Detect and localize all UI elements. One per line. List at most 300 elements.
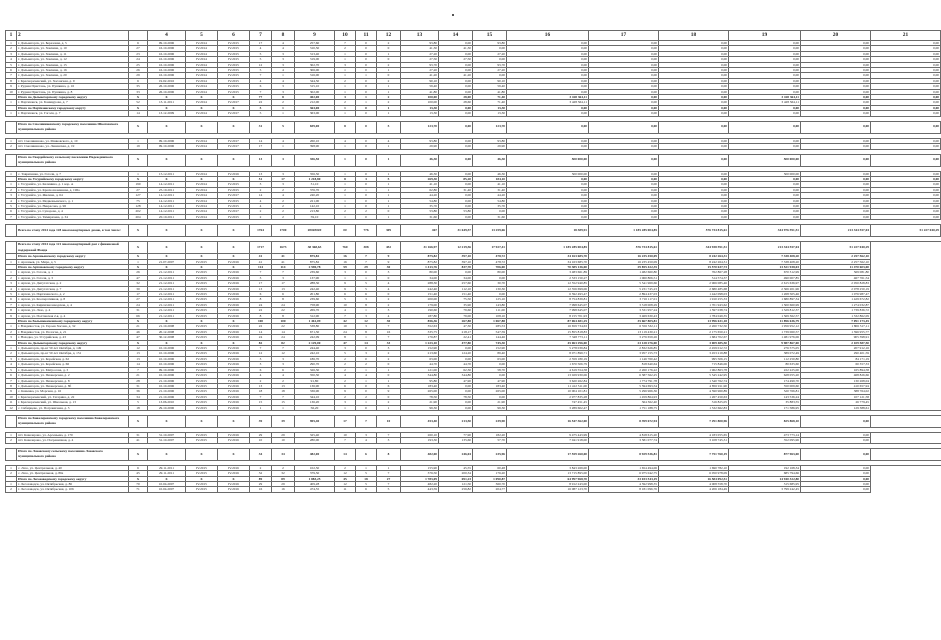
value-cell: 14.12.2011 [148,182,186,187]
value-cell: 0,00 [439,111,473,116]
value-cell: 0,00 [507,144,589,149]
value-cell: X [218,105,250,110]
value-cell: 905,40 [295,415,335,427]
value-cell: 1 910 255,33 [659,297,729,302]
value-cell: 1 [6,41,17,46]
value-cell: 239,90 [473,415,507,427]
value-cell: 2 [6,275,17,280]
value-cell: 2 [6,46,17,51]
value-cell: 21 [129,373,148,378]
value-cell: IV.2016 [218,438,250,443]
value-cell: 397,10 [439,254,473,259]
value-cell: 107 121,58 [801,394,871,399]
value-cell: X [218,225,250,237]
value-cell: 70 385 136,00 [507,264,589,269]
address-cell: Всего по этапу 2014 года 128 многоквартирных домов, в том числе: [17,225,129,237]
column-header: 10 [335,31,356,41]
value-cell: 78,50 [401,394,439,399]
value-cell: 5 [335,297,356,302]
value-cell: IV.2014 [186,193,218,198]
value-cell: 3 957 155,73 [589,351,659,356]
value-cell: IV.2015 [186,362,218,367]
value-cell: 2 [335,100,356,105]
value-cell: 2 [6,438,17,443]
value-cell: 1 [377,171,401,176]
value-cell: 12 [272,351,295,356]
value-cell: 136,20 [295,400,335,405]
value-cell: X [148,225,186,237]
value-cell: 0,00 [871,68,941,73]
value-cell: 0,00 [871,144,941,149]
value-cell: 0,00 [801,481,871,486]
value-cell: 31 [129,432,148,437]
value-cell: 0,00 [507,41,589,46]
value-cell: 0,00 [439,203,473,208]
value-cell: 13 [129,356,148,361]
value-cell: 1 684 702,67 [659,335,729,340]
value-cell: 6 [129,465,148,470]
value-cell: 1 [335,154,356,166]
value-cell: 11 [335,487,356,492]
value-cell: 45,55 [439,465,473,470]
value-cell [6,121,17,133]
value-cell: 10.04.2007 [148,481,186,486]
value-cell: 201,80 [295,292,335,297]
value-cell: 207 912,16 [801,346,871,351]
value-cell: 200,00 [401,297,439,302]
value-cell: 77,90 [439,432,473,437]
value-cell: 363,00 [295,105,335,110]
value-cell: 12 [356,319,377,324]
value-cell: 747 451,45 [507,400,589,405]
value-cell: X [148,319,186,324]
value-cell: 6 [250,84,272,89]
value-cell: 25.10.2011 [148,187,186,192]
value-cell: 0,00 [871,46,941,51]
value-cell: IV.2015 [186,292,218,297]
value-cell: 18 389,91 [507,225,589,237]
value-cell: 0,00 [507,209,589,214]
value-cell: X [129,264,148,269]
value-cell: 27 [129,297,148,302]
value-cell: 13 [250,286,272,291]
value-cell: 10 [272,438,295,443]
value-cell: 453,40 [401,415,439,427]
value-cell: X [129,121,148,133]
value-cell: 09.10.2006 [148,144,186,149]
value-cell: 2 [377,351,401,356]
value-cell: 0,00 [507,138,589,143]
value-cell: 44,20 [473,193,507,198]
value-cell: 26.10.2006 [148,89,186,94]
value-cell: X [218,242,250,254]
value-cell: IV.2014 [186,214,218,219]
column-header: 14 [439,31,473,41]
value-cell: 3 716 117,01 [589,297,659,302]
value-cell: 6 [335,383,356,388]
value-cell: 29,90 [473,144,507,149]
value-cell: 0,00 [729,203,801,208]
value-cell: 0,00 [659,95,729,100]
value-cell: 121,00 [401,367,439,372]
value-cell: IV.2015 [218,73,250,78]
value-cell: X [129,176,148,181]
value-cell: IV.2015 [186,481,218,486]
value-cell: 16 584 092,51 [659,476,729,481]
value-cell: 0 [356,105,377,110]
value-cell: 24 [250,302,272,307]
value-cell: 44,70 [401,362,439,367]
value-cell: 1 [6,432,17,437]
value-cell: 130,30 [473,286,507,291]
address-cell: Итого по Лесозаводскому городскому округу [17,476,129,481]
value-cell: X [186,242,218,254]
value-cell: 27,20 [401,51,439,56]
value-cell: 2 257 562,10 [801,259,871,264]
value-cell: IV.2015 [218,78,250,83]
value-cell: 7 [250,270,272,275]
value-cell: 1 185 285 004,85 [507,242,589,254]
value-cell: 0,00 [507,111,589,116]
value-cell: 1 [356,95,377,100]
value-cell: 2 [377,356,401,361]
value-cell: 0,00 [659,111,729,116]
value-cell: 57,70 [473,438,507,443]
value-cell: 474,55 [295,487,335,492]
value-cell: 1 060 806,51 [589,275,659,280]
value-cell: 16 547 362,00 [507,415,589,427]
value-cell: 0,00 [659,73,729,78]
value-cell: 20.12.2008 [148,329,186,334]
value-cell: 6 [356,292,377,297]
value-cell: IV.2015 [186,329,218,334]
value-cell: 0,00 [659,187,729,192]
value-cell: 6 387 562,25 [589,373,659,378]
value-cell: 63,00 [473,356,507,361]
value-cell: 213 344 557,04 [729,242,801,254]
value-cell: 344 938 591,51 [659,242,729,254]
value-cell: 2 [6,351,17,356]
value-cell: 8 [272,95,295,100]
value-cell: 22 [272,308,295,313]
value-cell: 15 855 818,83 [507,329,589,334]
value-cell: 13,30 [473,111,507,116]
value-cell: 1 [356,73,377,78]
value-cell: 0,00 [507,105,589,110]
value-cell: 10.10.2006 [148,362,186,367]
value-cell: 308 [356,242,377,254]
value-cell: 7 [250,394,272,399]
value-cell: 152,90 [401,346,439,351]
value-cell: 825 868,10 [729,415,801,427]
value-cell: 0,00 [801,415,871,427]
value-cell: 0,00 [439,138,473,143]
value-cell: 1 [272,73,295,78]
column-header: 11 [356,31,377,41]
address-cell: Всего по этапу 2014 года 121 многоквартирный дом с финансовой поддержкой Фонда [17,242,129,254]
value-cell: 0,00 [659,138,729,143]
value-cell: IV.2015 [186,487,218,492]
value-cell: 5 [377,121,401,133]
value-cell: 0,00 [729,46,801,51]
value-cell: 0 [356,62,377,67]
value-cell: 356,50 [295,171,335,176]
value-cell: 16 [335,254,356,259]
address-cell: г. Дальнегорск, ул. Корейская, д. 62 [17,356,129,361]
value-cell: IV.2015 [186,308,218,313]
value-cell: 0,00 [729,84,801,89]
value-cell: 53,80 [401,209,439,214]
value-cell: 2 [272,187,295,192]
value-cell: 8 399 672,94 [589,415,659,427]
value-cell: 27,50 [439,57,473,62]
address-cell: с. Лазо, ул. Центральная, д. 40 [17,465,129,470]
value-cell: 213 344 557,04 [801,225,871,237]
value-cell: X [186,95,218,100]
value-cell: 1 [335,214,356,219]
value-cell: 3 [250,275,272,280]
value-cell: 7 [377,471,401,476]
value-cell: 137,90 [295,275,335,280]
value-cell: 1 956 952,12 [729,324,801,329]
value-cell: 27 [129,46,148,51]
value-cell: 16 [335,259,356,264]
value-cell: 171 586,95 [729,405,801,410]
value-cell: 30,70 [473,281,507,286]
value-cell: X [186,254,218,259]
value-cell: 112,10 [439,286,473,291]
value-cell: 12 [250,62,272,67]
value-cell: 0 [356,383,377,388]
value-cell: 500 000,00 [507,171,589,176]
value-cell: 3 [272,84,295,89]
value-cell: 21.12.2011 [148,292,186,297]
address-cell: г. Артем, ул. Гоголя, д. 1 [17,270,129,275]
value-cell: 51 [250,176,272,181]
value-cell: 31 [250,121,272,133]
value-cell: 0,00 [729,209,801,214]
value-cell: X [129,415,148,427]
value-cell: 1 [272,111,295,116]
address-cell: г. Лесозаводск, ул. Октябрьская, д. 86 [17,481,129,486]
value-cell: 29 855 422,35 [589,264,659,269]
value-cell: X [186,105,218,110]
address-cell: Итого по Артемовскому городскому округу [17,264,129,269]
value-cell: 1 [356,187,377,192]
value-cell: 45 [129,471,148,476]
value-cell: 0,00 [659,176,729,181]
address-cell: г. Уссурийск, ул. Краснознаменная, д. 196а [17,187,129,192]
value-cell: 256,82 [439,487,473,492]
value-cell: 29,90 [401,144,439,149]
value-cell: 3 [250,356,272,361]
value-cell: IV.2015 [218,214,250,219]
value-cell: 1 [356,367,377,372]
value-cell: 1 [377,465,401,470]
value-cell: IV.2015 [186,373,218,378]
value-cell: 3 428 364,11 [729,95,801,100]
value-cell: 0,00 [473,46,507,51]
value-cell: 6 [250,367,272,372]
value-cell: 9 [377,254,401,259]
value-cell: 0,00 [729,182,801,187]
value-cell: 19 [129,144,148,149]
value-cell: 2 [272,378,295,383]
value-cell: 0,00 [801,487,871,492]
value-cell: IV.2015 [186,297,218,302]
value-cell: X [129,105,148,110]
value-cell: 35,90 [439,302,473,307]
value-cell: 0,00 [801,438,871,443]
value-cell: 0,00 [871,193,941,198]
column-header: 1 [6,31,17,41]
value-cell: 82 [272,340,295,345]
value-cell: 6 [129,78,148,83]
value-cell: 24 [335,329,356,334]
value-cell: 0 [377,57,401,62]
value-cell: 3 [335,95,356,100]
value-cell: 0 [356,270,377,275]
value-cell: 2 [377,297,401,302]
value-cell: 79,00 [439,313,473,318]
value-cell: 7 [377,324,401,329]
value-cell: X [148,176,186,181]
value-cell: 71,40 [473,95,507,100]
value-cell: IV.2016 [218,335,250,340]
value-cell: 538,80 [295,324,335,329]
value-cell: 0,00 [871,214,941,219]
value-cell: 0,00 [871,176,941,181]
value-cell: 21.10.2006 [148,378,186,383]
value-cell: 2 129,00 [295,340,335,345]
value-cell: 7 998 645,07 [507,302,589,307]
total-row [6,154,941,166]
value-cell: 24 [129,57,148,62]
value-cell: 7 [272,270,295,275]
value-cell: 0,00 [729,187,801,192]
value-cell: IV.2016 [218,378,250,383]
value-cell: 4 [6,286,17,291]
value-cell: 7 [377,432,401,437]
value-cell: 410 657,94 [801,383,871,388]
value-cell: 1 [335,405,356,410]
value-cell: 152,90 [473,346,507,351]
value-cell: IV.2014 [186,73,218,78]
value-cell: 2 [250,465,272,470]
value-cell: 4 [335,373,356,378]
value-cell: 514 574,37 [659,275,729,280]
value-cell: 0,00 [589,214,659,219]
value-cell: 121,50 [439,481,473,486]
value-cell: 306,00 [295,68,335,73]
value-cell: 0,00 [659,198,729,203]
value-cell: 0,00 [589,89,659,94]
value-cell: 16 235 450,09 [589,254,659,259]
value-cell: IV.2015 [218,51,250,56]
address-cell: пгт. Смоляниново, ул. Маяковского, д. 10 [17,138,129,143]
value-cell: 66 [129,313,148,318]
value-cell: IV.2014 [186,68,218,73]
address-cell: Итого по Лазовскому сельскому поселению Лазовского муниципального района [17,448,129,460]
value-cell: 0,00 [801,138,871,143]
value-cell: 13 [250,154,272,166]
value-cell: 27,20 [473,68,507,73]
value-cell: 16.10.2006 [148,57,186,62]
value-cell: 1 [356,465,377,470]
value-cell: IV.2014 [186,171,218,176]
value-cell: 0,00 [439,356,473,361]
value-cell: 7 338 408,20 [729,259,801,264]
value-cell: 344 976 591,51 [729,225,801,237]
value-cell [6,225,17,237]
value-cell: 1 [6,182,17,187]
value-cell: 16 [272,487,295,492]
value-cell: 288,30 [401,281,439,286]
value-cell: 13 029 930,06 [507,373,589,378]
value-cell: 3 843 269,00 [507,465,589,470]
value-cell: 0,00 [659,171,729,176]
value-cell: 1 [272,144,295,149]
value-cell: 0,00 [439,62,473,67]
house-row [6,487,941,492]
value-cell: 0,00 [729,214,801,219]
value-cell: X [148,476,186,481]
value-cell: IV.2014 [186,41,218,46]
value-cell: 31,40 [439,187,473,192]
value-cell: 27,20 [401,68,439,73]
value-cell: X [148,105,186,110]
value-cell: X [129,225,148,237]
value-cell: 10 [335,324,356,329]
value-cell: 0,00 [729,111,801,116]
value-cell: 0 [377,394,401,399]
value-cell: 0 [356,182,377,187]
value-cell: 0,00 [439,89,473,94]
value-cell: 21.12.2011 [148,308,186,313]
value-cell: 13.12.2009 [148,111,186,116]
value-cell: 35 [129,84,148,89]
value-cell: 0 [356,346,377,351]
value-cell: 0,00 [589,57,659,62]
value-cell: 47,90 [473,378,507,383]
value-cell: 31 649,57 [439,225,473,237]
value-cell: 2 [335,356,356,361]
value-cell: 31,60 [401,214,439,219]
value-cell: 0 [356,78,377,83]
value-cell: 0,00 [801,41,871,46]
value-cell: 6 050 978,09 [659,471,729,476]
value-cell: 6 [335,292,356,297]
value-cell: 11 [6,400,17,405]
value-cell: 52 [129,100,148,105]
value-cell: IV.2016 [218,313,250,318]
value-cell: 0,00 [507,187,589,192]
value-cell: 1 223,10 [401,340,439,345]
value-cell: 2 [250,209,272,214]
value-cell: 21.12.2011 [148,286,186,291]
value-cell: 16 235 450,09 [589,259,659,264]
value-cell: 184,10 [473,176,507,181]
value-cell: IV.2016 [218,481,250,486]
value-cell: 14 [272,329,295,334]
value-cell: 6 [272,367,295,372]
value-cell: 8 [335,335,356,340]
value-cell: 2 [6,144,17,149]
value-cell: 1 654 494,06 [589,465,659,470]
value-cell: 5 [250,111,272,116]
value-cell: 3 [272,275,295,280]
value-cell: 4 619 554,58 [507,367,589,372]
